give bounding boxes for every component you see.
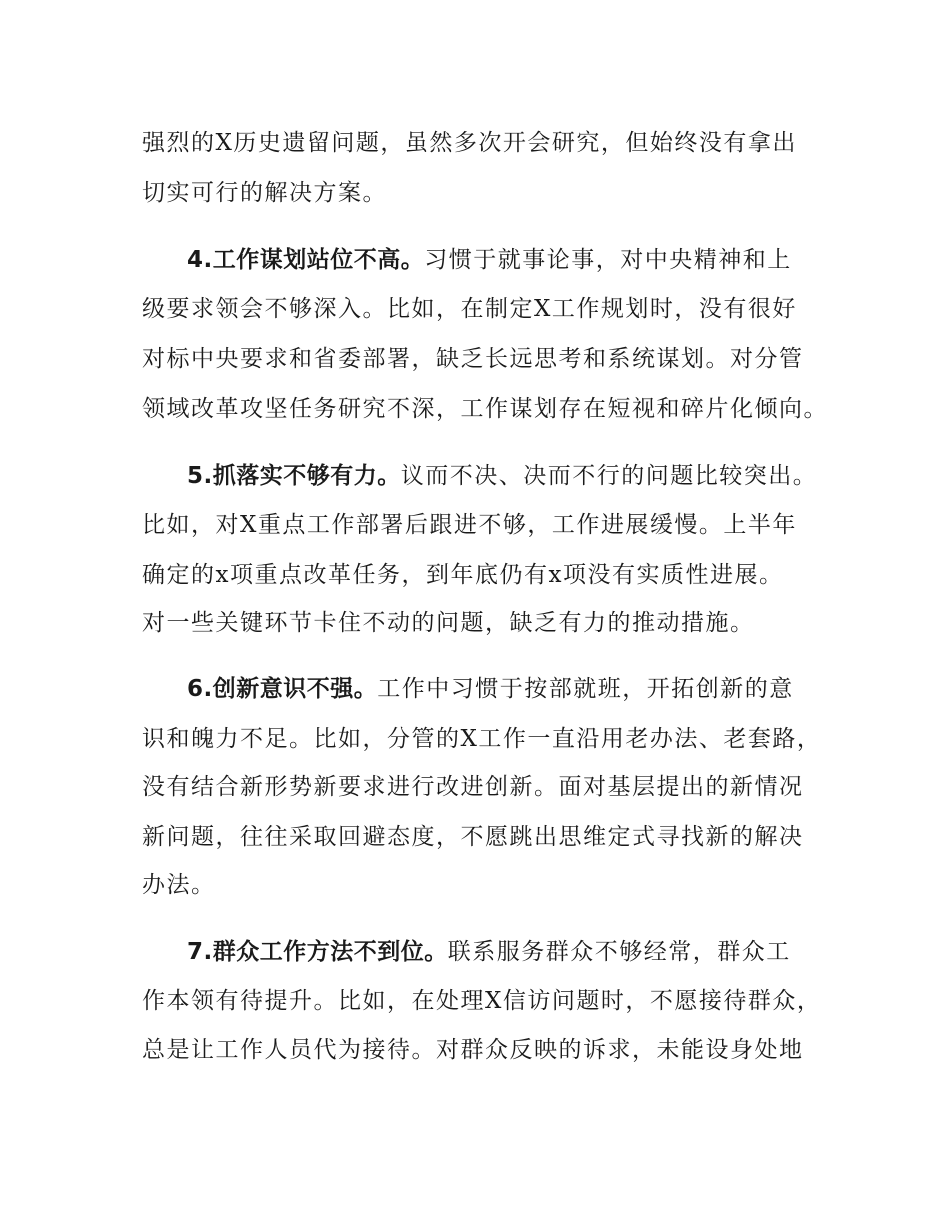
item-number: 6. — [187, 676, 213, 702]
item-text: 习惯于就事论事，对中央精神和上 — [424, 247, 792, 273]
item-text: 议而不决、决而不行的问题比较突出。 — [400, 463, 818, 489]
item-heading: 抓落实不够有力。 — [212, 463, 401, 489]
paragraph-line: 强烈的X历史遗留问题，虽然多次开会研究，但始终没有拿出 — [142, 130, 797, 156]
item-number: 7. — [187, 939, 213, 965]
paragraph-line: 确定的x项重点改革任务，到年底仍有x项没有实质性进展。 — [142, 562, 784, 588]
paragraph-line: 没有结合新形势新要求进行改进创新。面对基层提出的新情况 — [142, 774, 804, 800]
paragraph-line: 对一些关键环节卡住不动的问题，缺乏有力的推动措施。 — [142, 610, 755, 636]
item-5-first-line — [0, 461, 950, 491]
item-text: 工作中习惯于按部就班，开拓创新的意 — [377, 676, 794, 702]
paragraph-line: 办法。 — [142, 872, 216, 898]
paragraph-line: 识和魄力不足。比如，分管的X工作一直沿用老办法、老套路， — [142, 726, 822, 752]
item-heading: 工作谋划站位不高。 — [212, 247, 425, 273]
paragraph-line: 作本领有待提升。比如，在处理X信访问题时，不愿接待群众， — [142, 988, 822, 1014]
item-7-first-line — [0, 937, 950, 967]
item-number: 5. — [187, 463, 213, 489]
item-6-first-line — [0, 674, 950, 704]
paragraph-line: 领域改革攻坚任务研究不深，工作谋划存在短视和碎片化倾向。 — [142, 396, 828, 422]
item-heading: 创新意识不强。 — [212, 676, 378, 702]
item-text: 联系服务群众不够经常，群众工 — [447, 939, 791, 965]
paragraph-line: 级要求领会不够深入。比如，在制定X工作规划时，没有很好 — [142, 296, 797, 322]
paragraph-line: 对标中央要求和省委部署，缺乏长远思考和系统谋划。对分管 — [142, 346, 804, 372]
paragraph-line: 比如，对X重点工作部署后跟进不够，工作进展缓慢。上半年 — [142, 512, 797, 538]
paragraph-line: 总是让工作人员代为接待。对群众反映的诉求，未能设身处地 — [142, 1037, 804, 1063]
item-4-first-line — [0, 245, 950, 275]
paragraph-line: 新问题，往往采取回避态度，不愿跳出思维定式寻找新的解决 — [142, 824, 804, 850]
item-number: 4. — [187, 247, 213, 273]
item-heading: 群众工作方法不到位。 — [212, 939, 448, 965]
paragraph-line: 切实可行的解决方案。 — [142, 180, 387, 206]
